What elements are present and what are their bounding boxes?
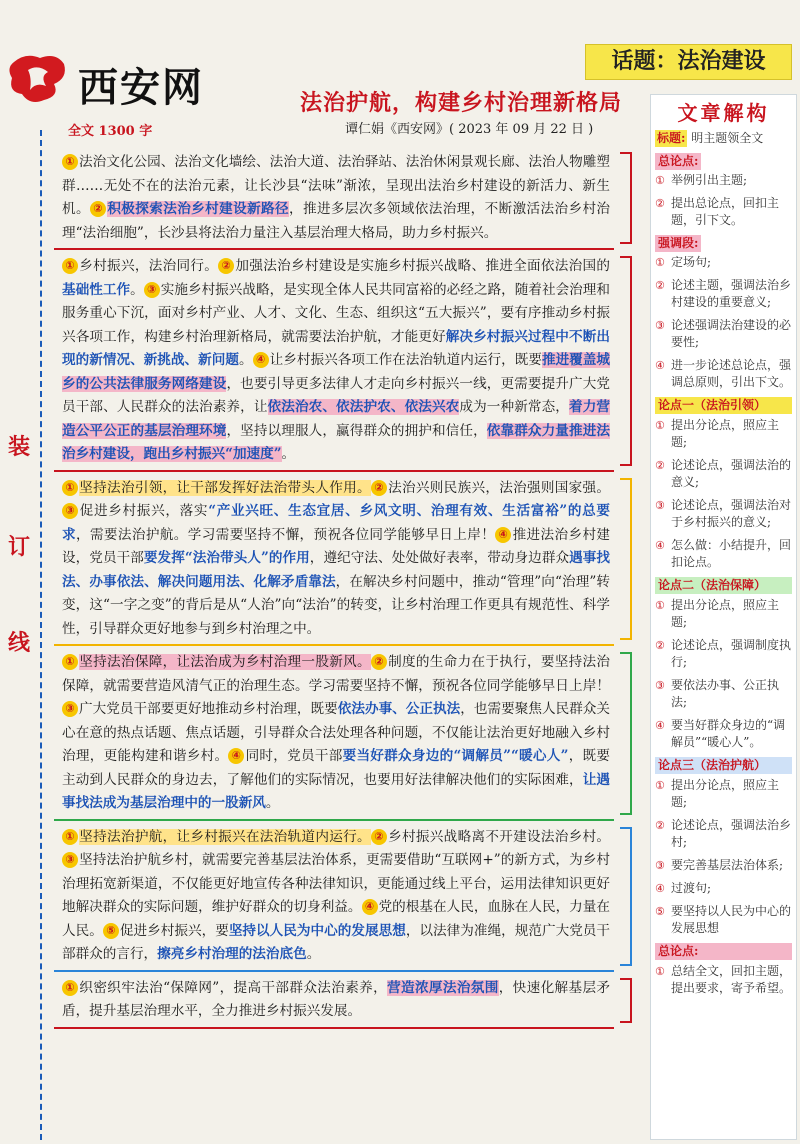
article-paragraph <box>54 648 614 821</box>
sentence-number: ③ <box>144 282 160 298</box>
binding-char: 订 <box>8 534 31 560</box>
sidebar-section-head: 强调段: <box>655 235 701 252</box>
body-text: 同时，党员干部 <box>245 748 343 764</box>
sidebar-section-head: 论点一（法治引领） <box>655 397 792 414</box>
sidebar-section-head: 总论点: <box>655 943 792 960</box>
body-text: 让乡村振兴各项工作在法治轨道内运行，既要 <box>269 352 542 368</box>
sidebar-sections <box>651 153 796 997</box>
binding-char: 线 <box>8 630 31 656</box>
body-text: 坚持法治护航乡村，就需要完善基层法治体系，更需要借助“互联网+”的新方式，为乡村治理拓宽新渠道，不仅能更好地宣传各种法律知识，更能通过线上平台，运用法律知识更好地解决群众的实际问题，维护好群众的切身利益。 <box>62 852 610 915</box>
sentence-number: ③ <box>62 852 78 868</box>
sidebar-item-text: 论述论点，强调法治对于乡村振兴的意义; <box>671 498 792 529</box>
sidebar-item-number: ③ <box>655 499 665 512</box>
sentence-number: ⑤ <box>103 923 119 939</box>
sidebar-item-text: 总结全文，回扣主题，提出要求，寄予希望。 <box>671 964 792 995</box>
sidebar-tag: 标题: <box>657 131 686 145</box>
body-text: 法治文化公园、法治文化墙绘、法治大道、法治驿站、法治休闲景观长廊、法治人物雕塑群……无处不在的法治元素，让长沙县“法味”渐浓，呈现出法治乡村建设的新活力、新生机。 <box>62 154 610 217</box>
sidebar-item-number: ① <box>655 419 665 432</box>
sidebar-item-text: 定场句; <box>671 255 712 269</box>
highlighted-text: 依法治农、依法护农、依法兴农 <box>267 399 460 415</box>
sentence-number: ① <box>62 980 78 996</box>
body-text: ，快速化解基层矛盾，提升基层治理水平，全力推进乡村振兴发展。 <box>62 979 611 1019</box>
sentence-number: ① <box>62 654 78 670</box>
sentence-number: ① <box>62 829 78 845</box>
sidebar-item-text: 论述论点，强调制度执行; <box>671 638 792 669</box>
sidebar-item-text: 要当好群众身边的“调解员”“暖心人”。 <box>671 718 786 749</box>
body-text: 。 <box>306 946 321 962</box>
paragraph-bracket <box>620 256 632 466</box>
body-text: 党的根基在人民，血脉在人民，力量在人民。 <box>62 899 611 939</box>
sidebar-item <box>655 903 792 937</box>
highlighted-text: 依靠群众力量推进法治乡村建设，跑出乡村振兴“加速度” <box>62 422 611 462</box>
body-text: 实施乡村振兴战略，是实现全体人民共同富裕的必经之路，随着社会治理和服务重心下沉，面对乡村产业、人才、文化、生态、组织这“五大振兴”，要有序推动乡村振兴各项工作，构建乡村治理新格局，就需要法治护航，才能更好 <box>62 281 611 345</box>
sidebar-item-text: 论述强调法治建设的必要性; <box>671 318 792 349</box>
sidebar-item-text: 要完善基层法治体系; <box>671 858 784 872</box>
article-paragraph <box>54 823 614 972</box>
sentence-number: ② <box>90 201 106 217</box>
sidebar-item-text: 要坚持以人民为中心的发展思想 <box>671 904 792 935</box>
sentence-number: ① <box>62 154 78 170</box>
sidebar-item-number: ⑤ <box>655 905 665 918</box>
sentence-number: ② <box>371 829 387 845</box>
byline: 谭仁娟《西安网》( 2023 年 09 月 22 日 ) <box>345 122 594 137</box>
sidebar-item-number: ④ <box>655 882 665 895</box>
sidebar-item-text: 论述论点，强调法治的意义; <box>671 458 792 489</box>
sidebar-item-number: ② <box>655 459 665 472</box>
sidebar-item-number: ④ <box>655 359 665 372</box>
highlighted-text: 依法办事、公正执法 <box>337 701 461 717</box>
sidebar-item <box>655 172 792 189</box>
sidebar-item-text: 过渡句; <box>671 881 712 895</box>
binding-char: 装 <box>8 434 31 460</box>
paragraph-bracket <box>620 652 632 815</box>
highlighted-text: 着力营造公平公正的基层治理环境 <box>62 399 611 439</box>
structure-sidebar <box>650 94 797 1140</box>
sidebar-section <box>655 943 792 997</box>
body-text: 。 <box>281 446 296 462</box>
sidebar-tag-row <box>655 130 792 147</box>
sidebar-item <box>655 254 792 271</box>
sidebar-item-number: ① <box>655 174 665 187</box>
body-text: 。 <box>265 795 280 811</box>
sidebar-item-text: 提出总论点，回扣主题，引下文。 <box>671 196 780 227</box>
paragraph-bracket <box>620 152 632 244</box>
body-text: ，以法律为准绳，规范广大党员干部群众的言行， <box>62 922 611 962</box>
sidebar-item-text: 提出分论点，照应主题; <box>671 598 780 629</box>
sidebar-item <box>655 195 792 229</box>
sidebar-item-text: 要依法办事、公正执法; <box>671 678 780 709</box>
body-text: 织密织牢法治“保障网”，提高干部群众法治素养， <box>79 979 388 996</box>
xian-net-logo <box>6 48 70 108</box>
sidebar-item <box>655 777 792 811</box>
body-text: ，遵纪守法、处处做好表率，带动身边群众 <box>309 550 570 566</box>
article-paragraph <box>54 474 614 647</box>
highlighted-text: 营造浓厚法治氛围 <box>387 979 499 996</box>
highlighted-text: 积极探索法治乡村建设新路径 <box>106 201 289 217</box>
paragraph-bracket <box>620 478 632 641</box>
sidebar-item-text: 论述主题，强调法治乡村建设的重要意义; <box>671 278 792 309</box>
highlighted-text: 让遇事找法成为基层治理中的一股新风 <box>62 771 610 811</box>
body-text: 。 <box>239 352 253 368</box>
sidebar-item <box>655 717 792 751</box>
topic-badge: 话题：法治建设 <box>585 44 792 80</box>
highlighted-text: 坚持以人民为中心的发展思想 <box>228 922 406 939</box>
sidebar-item <box>655 457 792 491</box>
sidebar-item <box>655 963 792 997</box>
sidebar-item-text: 怎么做：小结提升，回扣论点。 <box>671 538 792 569</box>
highlighted-text: “产业兴旺、生态宜居、乡风文明、治理有效、生活富裕”的总要求 <box>62 503 611 543</box>
sentence-number: ④ <box>495 527 511 543</box>
body-text: 推进法治乡村建设，党员干部 <box>62 526 611 566</box>
sentence-number: ② <box>371 480 387 496</box>
sidebar-item <box>655 417 792 451</box>
sentence-number: ④ <box>362 899 378 915</box>
body-text: 成为一种新常态， <box>459 399 570 415</box>
body-text: ，既要主动到人民群众的身边去，了解他们的实际情况，也要用好法律解决他们的实际困难， <box>62 748 611 788</box>
sidebar-section <box>655 235 792 391</box>
sidebar-section <box>655 153 792 229</box>
sidebar-item <box>655 817 792 851</box>
sidebar-item-number: ① <box>655 779 665 792</box>
article-paragraph <box>54 252 614 472</box>
paragraph-bracket <box>620 978 632 1023</box>
sidebar-section-head: 论点三（法治护航） <box>655 757 792 774</box>
sidebar-item-number: ③ <box>655 859 665 872</box>
sidebar-item-number: ④ <box>655 719 665 732</box>
body-text: ，需要法治护航。学习需要坚持不懈，预祝各位同学能够早日上岸！ <box>75 526 496 543</box>
sidebar-item-number: ② <box>655 279 665 292</box>
body-text: 促进乡村振兴，落实 <box>79 503 209 519</box>
binding-dashed-line <box>40 130 42 1140</box>
sidebar-item <box>655 497 792 531</box>
sidebar-item-text: 提出分论点，照应主题; <box>671 418 780 449</box>
sidebar-item-number: ③ <box>655 679 665 692</box>
sentence-number: ② <box>218 258 234 274</box>
highlighted-text: 要当好群众身边的“调解员”“暖心人” <box>342 748 569 764</box>
sidebar-item-number: ② <box>655 197 665 210</box>
sidebar-item-number: ② <box>655 819 665 832</box>
sentence-number: ① <box>62 258 78 274</box>
sidebar-item <box>655 857 792 874</box>
highlighted-text: 坚持法治保障，让法治成为乡村治理一股新风。 <box>79 654 371 670</box>
body-text: 促进乡村振兴，要 <box>119 922 229 939</box>
highlighted-text: 解决乡村振兴过程中不断出现的新情况、新挑战、新问题 <box>62 328 611 368</box>
body-text: ，在解决乡村问题中，推动“管理”向“治理”转变，这“一字之变”的背后是从“人治”向“法治”的转变，让乡村治理工作更具有规范性、科学性，引导群众更好地参与到乡村治理之中。 <box>62 573 611 637</box>
sidebar-title: 文章解构 <box>677 101 770 125</box>
highlighted-text: 坚持法治引领，让干部发挥好法治带头人作用。 <box>79 479 371 496</box>
sentence-number: ① <box>62 480 78 496</box>
body-text: 。 <box>130 281 144 298</box>
body-text: 乡村振兴战略离不开建设法治乡村。 <box>387 828 611 845</box>
sidebar-item <box>655 317 792 351</box>
article-body <box>54 148 614 1031</box>
sidebar-item-text: 论述论点，强调法治乡村; <box>671 818 792 849</box>
sidebar-item <box>655 597 792 631</box>
body-text: ，也需要聚焦人民群众关心在意的热点话题、焦点话题，引导群众合法处理各种问题，不仅能让法治更好地融入乡村治理，更能构建和谐乡村。 <box>62 701 611 764</box>
word-count: 全文 1300 字 <box>68 124 153 139</box>
sentence-number: ③ <box>62 701 78 717</box>
sidebar-item <box>655 880 792 897</box>
body-text: ，推进多层次多领域依法治理，不断激活法治乡村治理“法治细胞”，长沙县将法治力量注入基层治理大格局，助力乡村振兴。 <box>62 201 611 241</box>
sentence-number: ③ <box>62 503 78 519</box>
sidebar-item <box>655 537 792 571</box>
sidebar-item-number: ③ <box>655 319 665 332</box>
highlighted-text: 要发挥“法治带头人”的作用 <box>143 550 310 566</box>
sidebar-section-head: 总论点: <box>655 153 701 170</box>
article-paragraph <box>54 974 614 1029</box>
sidebar-section <box>655 757 792 937</box>
sentence-number: ② <box>371 654 387 670</box>
body-text: 乡村振兴，法治同行。 <box>79 258 219 274</box>
sidebar-item <box>655 277 792 311</box>
sidebar-item <box>655 637 792 671</box>
body-text: 广大党员干部要更好地推动乡村治理，既要 <box>79 701 338 717</box>
highlighted-text: 基础性工作 <box>62 281 131 298</box>
sidebar-item-number: ① <box>655 965 665 978</box>
body-text: 加强法治乡村建设是实施乡村振兴战略、推进全面依法治国的 <box>235 258 611 274</box>
sidebar-item-number: ① <box>655 256 665 269</box>
sidebar-item <box>655 357 792 391</box>
sidebar-item <box>655 677 792 711</box>
sidebar-tag-text: 明主题领全文 <box>691 131 764 145</box>
paragraph-bracket <box>620 827 632 966</box>
body-text: 法治兴则民族兴，法治强则国家强。 <box>387 479 611 496</box>
sidebar-section <box>655 577 792 751</box>
sentence-number: ④ <box>253 352 269 368</box>
sidebar-item-number: ④ <box>655 539 665 552</box>
sidebar-item-text: 提出分论点，照应主题; <box>671 778 780 809</box>
body-text: ，也要引导更多法律人才走向乡村振兴一线，更需要提升广大党员干部、人民群众的法治素养，让 <box>62 375 611 415</box>
sidebar-item-number: ① <box>655 599 665 612</box>
sidebar-section-head: 论点二（法治保障） <box>655 577 792 594</box>
sidebar-item-text: 进一步论述总论点，强调总原则，引出下文。 <box>671 358 792 389</box>
article-paragraph <box>54 148 614 250</box>
highlighted-text: 遇事找法、办事依法、解决问题用法、化解矛盾靠法 <box>62 550 611 590</box>
body-text: 制度的生命力在于执行，要坚持法治保障，就需要营造风清气正的治理生态。学习需要坚持不懈，预祝各位同学能够早日上岸！ <box>62 654 611 694</box>
highlighted-text: 推进覆盖城乡的公共法律服务网络建设 <box>62 352 611 392</box>
article-title: 法治护航，构建乡村治理新格局 <box>300 90 623 116</box>
highlighted-text: 坚持法治护航，让乡村振兴在法治轨道内运行。 <box>79 828 371 845</box>
highlighted-text: 擦亮乡村治理的法治底色 <box>157 946 307 962</box>
sidebar-item-number: ② <box>655 639 665 652</box>
body-text: ，坚持以理服人，赢得群众的拥护和信任， <box>226 422 487 439</box>
sidebar-section <box>655 397 792 571</box>
site-name: 西安网 <box>78 65 204 111</box>
sidebar-item-text: 举例引出主题; <box>671 173 748 187</box>
sentence-number: ④ <box>228 748 244 764</box>
